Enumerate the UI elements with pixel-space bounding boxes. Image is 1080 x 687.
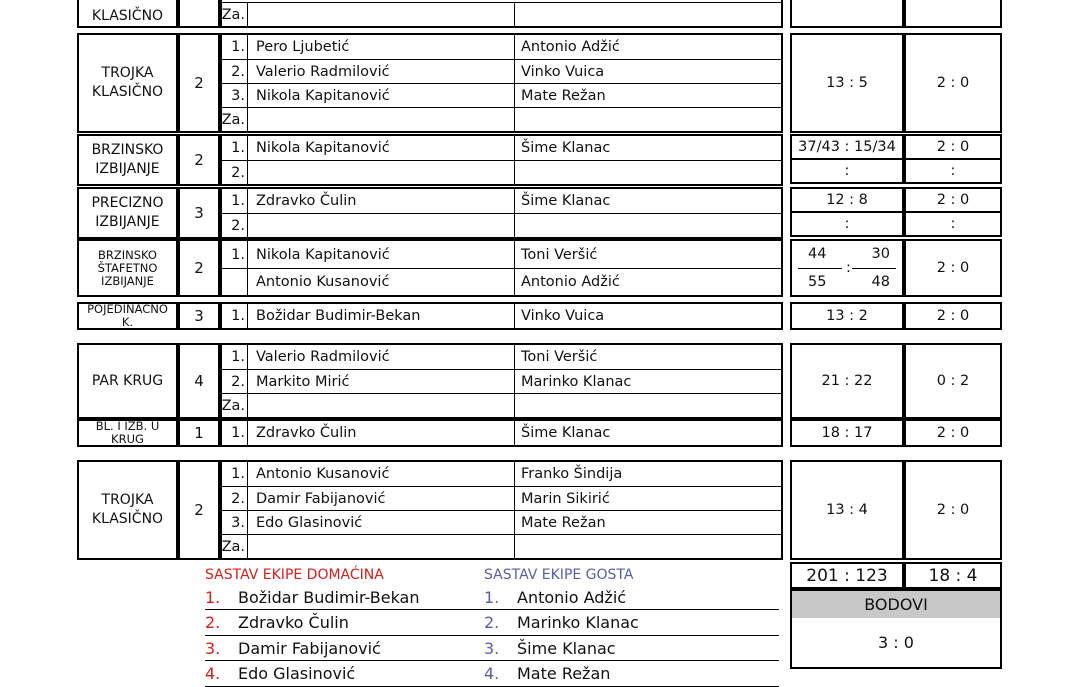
players-count-cell [178, 419, 220, 447]
guest-player: Franko Šindija [514, 462, 781, 486]
player-row [222, 268, 781, 295]
points-cell [904, 0, 1002, 28]
row-number: Za. [222, 3, 248, 26]
row-number: 2. [222, 370, 248, 393]
home-player [256, 394, 511, 417]
discipline-name: KLASIČNO [91, 8, 164, 24]
home-player: Zdravko Čulin [256, 193, 357, 209]
lineup-number: 1. [484, 587, 500, 607]
discipline-cell [77, 419, 178, 447]
discipline-cell [77, 134, 178, 186]
discipline-name: TROJKA KLASIČNO [91, 65, 164, 100]
players-count-cell [178, 134, 220, 186]
home-player: Antonio Kusanović [256, 274, 390, 290]
lineup-number: 4. [205, 664, 221, 683]
discipline-name: POJEDINAČNO K. [87, 302, 168, 329]
player-row [222, 213, 781, 237]
row-number: 2. [222, 161, 248, 184]
guest-player: Mate Režan [514, 511, 781, 534]
home-player: Antonio Kusanović [256, 466, 390, 482]
home-player: Nikola Kapitanović [256, 246, 390, 263]
result-cell [790, 343, 904, 419]
home-player: Valerio Radmilović [256, 63, 390, 80]
guest-player: Vinko Vuica [514, 304, 781, 328]
relay-line-right [852, 268, 896, 269]
discipline-cell [77, 239, 178, 297]
relay-line-left [798, 268, 842, 269]
player-row [222, 59, 781, 83]
lineup-number: 2. [205, 613, 221, 632]
home-player [256, 161, 511, 184]
discipline-cell [77, 302, 178, 330]
row-number: 1. [222, 345, 248, 369]
guest-player: Mate Režan [514, 84, 781, 107]
player-row [222, 393, 781, 417]
discipline-name: BRZINSKO IZBIJANJE [91, 142, 164, 177]
home-lineup-title: SASTAV EKIPE DOMAĆINA [205, 567, 384, 583]
lineup-name: Marinko Klanac [517, 613, 639, 632]
lineup-player [484, 636, 779, 661]
result-cell-value: 13 : 4 [826, 502, 868, 518]
result-cell-value: 18 : 17 [821, 425, 873, 441]
result-cell [790, 158, 904, 184]
row-number: 1. [222, 189, 248, 213]
players-table [220, 134, 783, 186]
row-number: 3. [222, 84, 248, 107]
players-count: 4 [194, 372, 204, 390]
guest-player: Antonio Adžić [514, 269, 781, 295]
player-row [222, 486, 781, 510]
guest-player [514, 3, 781, 26]
points-cell-value: 2 : 0 [936, 308, 970, 324]
result-cell [790, 302, 904, 330]
lineup-player [205, 585, 500, 610]
lineup-number: 4. [484, 664, 500, 683]
player-row [222, 462, 781, 486]
result-cell [790, 134, 904, 160]
bodovi-cell [790, 618, 1002, 669]
players-table [220, 239, 783, 297]
players-table [220, 419, 783, 447]
players-count-cell [178, 0, 220, 28]
discipline-cell [77, 0, 178, 28]
result-cell-value: 37/43 : 15/34 [798, 139, 896, 155]
lineup-name: Mate Režan [517, 664, 611, 683]
guest-player: Toni Veršić [514, 241, 781, 268]
lineup-player [484, 585, 779, 610]
players-table [220, 302, 783, 330]
points-cell [904, 343, 1002, 419]
guest-player [514, 535, 781, 558]
home-player: Edo Glasinović [256, 514, 363, 531]
player-row [222, 189, 781, 213]
row-number: 2. [222, 60, 248, 83]
discipline-cell [77, 343, 178, 419]
home-player: Damir Fabijanović [256, 490, 386, 507]
guest-player: Šime Klanac [514, 189, 781, 213]
guest-player: Šime Klanac [514, 421, 781, 445]
player-row [222, 160, 781, 184]
points-cell [904, 239, 1002, 297]
players-table [220, 0, 783, 28]
points-cell-value: 2 : 0 [936, 502, 970, 518]
discipline-cell [77, 33, 178, 133]
relay-bottom-left: 55 [808, 274, 827, 290]
points-cell-value: 2 : 0 [936, 260, 970, 276]
result-cell-value: 13 : 2 [826, 308, 868, 324]
row-number: Za. [222, 108, 248, 131]
players-table [220, 460, 783, 560]
row-number [222, 269, 248, 295]
players-count-cell [178, 187, 220, 239]
lineup-player [205, 662, 500, 687]
player-row [222, 369, 781, 393]
total-points-cell [904, 562, 1002, 589]
result-cell-value: 12 : 8 [826, 192, 868, 208]
player-row [222, 35, 781, 59]
player-row [222, 2, 781, 26]
row-number: 1. [222, 462, 248, 486]
result-cell [790, 187, 904, 213]
lineup-name: Damir Fabijanović [238, 638, 381, 658]
home-player: Zdravko Čulin [256, 425, 357, 441]
home-player: Pero Ljubetić [256, 39, 350, 55]
players-count-cell [178, 33, 220, 133]
result-cell [790, 460, 904, 560]
guest-player [514, 161, 781, 184]
result-cell [790, 211, 904, 237]
players-table [220, 187, 783, 239]
guest-player: Marinko Klanac [514, 370, 781, 393]
points-cell-value: : [950, 163, 956, 179]
row-number: 1. [222, 136, 248, 160]
home-player: Markito Mirić [256, 373, 350, 390]
total-points: 18 : 4 [928, 565, 978, 586]
guest-player: Antonio Adžić [514, 35, 781, 59]
discipline-name: PRECIZNO IZBIJANJE [91, 195, 164, 230]
players-count: 3 [194, 307, 204, 325]
lineup-number: 1. [205, 587, 221, 607]
players-table [220, 33, 783, 133]
lineup-number: 3. [205, 638, 221, 658]
points-cell [904, 158, 1002, 184]
points-cell-value: 0 : 2 [936, 373, 970, 389]
lineup-name: Božidar Budimir-Bekan [238, 587, 420, 607]
points-cell-value: : [950, 216, 956, 232]
discipline-cell [77, 187, 178, 239]
row-number: Za. [222, 535, 248, 558]
relay-separator: : [846, 260, 851, 276]
guest-player [514, 394, 781, 417]
home-player: Božidar Budimir-Bekan [256, 308, 421, 324]
player-row [222, 83, 781, 107]
discipline-name: BL. I IZB. U KRUG [95, 419, 160, 446]
relay-top-right: 30 [871, 246, 890, 262]
player-row [222, 534, 781, 558]
lineup-player [205, 611, 500, 636]
lineup-player [484, 662, 779, 687]
lineup-name: Zdravko Čulin [238, 613, 349, 632]
result-cell [790, 419, 904, 447]
players-count: 2 [194, 259, 204, 277]
guest-player: Šime Klanac [514, 136, 781, 160]
guest-player: Vinko Vuica [514, 60, 781, 83]
players-table [220, 343, 783, 419]
points-cell [904, 187, 1002, 213]
players-count: 2 [194, 151, 204, 169]
row-number: 1. [222, 241, 248, 268]
player-row [222, 304, 781, 328]
guest-lineup-title: SASTAV EKIPE GOSTA [484, 567, 634, 583]
players-count-cell [178, 302, 220, 330]
players-count: 2 [194, 501, 204, 519]
discipline-name: PAR KRUG [91, 372, 164, 389]
bodovi-value: 3 : 0 [878, 633, 914, 652]
points-cell [904, 33, 1002, 133]
lineup-number: 3. [484, 638, 500, 658]
player-row [222, 136, 781, 160]
players-count: 1 [194, 424, 204, 442]
discipline-name: BRZINSKO ŠTAFETNO IZBIJANJE [97, 247, 158, 288]
guest-player [514, 214, 781, 237]
lineup-player [484, 611, 779, 636]
total-result: 201 : 123 [806, 565, 888, 586]
lineup-name: Šime Klanac [517, 638, 616, 658]
row-number: Za. [222, 394, 248, 417]
players-count: 3 [194, 204, 204, 222]
points-cell-value: 2 : 0 [936, 75, 970, 91]
result-cell [790, 0, 904, 28]
bodovi-header [790, 589, 1002, 620]
discipline-name: TROJKA KLASIČNO [91, 492, 164, 527]
points-cell-value: 2 : 0 [936, 425, 970, 441]
guest-player: Marin Sikirić [514, 487, 781, 510]
row-number: 1. [222, 421, 248, 445]
points-cell [904, 460, 1002, 560]
bodovi-label: BODOVI [864, 595, 928, 614]
players-count-cell [178, 343, 220, 419]
lineup-player [205, 636, 500, 661]
home-player [256, 535, 511, 558]
row-number: 1. [222, 35, 248, 59]
home-player [256, 214, 511, 237]
points-cell-value: 2 : 0 [936, 139, 970, 155]
row-number: 1. [222, 304, 248, 328]
relay-top-left: 44 [808, 246, 827, 262]
discipline-cell [77, 460, 178, 560]
result-cell-value: 21 : 22 [821, 373, 873, 389]
row-number: 3. [222, 511, 248, 534]
row-number: 2. [222, 214, 248, 237]
guest-player: Toni Veršić [514, 345, 781, 369]
result-cell-value: 13 : 5 [826, 75, 868, 91]
player-row [222, 510, 781, 534]
player-row [222, 345, 781, 369]
relay-result-cell [790, 239, 904, 297]
player-row [222, 107, 781, 131]
row-number: 2. [222, 487, 248, 510]
players-count: 2 [194, 74, 204, 92]
points-cell-value: 2 : 0 [936, 192, 970, 208]
points-cell [904, 211, 1002, 237]
players-count-cell [178, 460, 220, 560]
home-player: Nikola Kapitanović [256, 87, 390, 104]
points-cell [904, 302, 1002, 330]
home-player [256, 108, 511, 131]
home-player: Nikola Kapitanović [256, 140, 390, 156]
guest-player [514, 108, 781, 131]
points-cell [904, 419, 1002, 447]
player-row [222, 241, 781, 268]
result-cell-value: : [844, 216, 850, 232]
total-result-cell [790, 562, 904, 589]
lineup-name: Antonio Adžić [517, 587, 627, 607]
player-row [222, 421, 781, 445]
lineup-number: 2. [484, 613, 500, 632]
result-cell-value: : [844, 163, 850, 179]
home-player: Valerio Radmilović [256, 349, 390, 365]
relay-bottom-right: 48 [871, 274, 890, 290]
points-cell [904, 134, 1002, 160]
players-count-cell [178, 239, 220, 297]
lineup-name: Edo Glasinović [238, 664, 356, 683]
result-cell [790, 33, 904, 133]
